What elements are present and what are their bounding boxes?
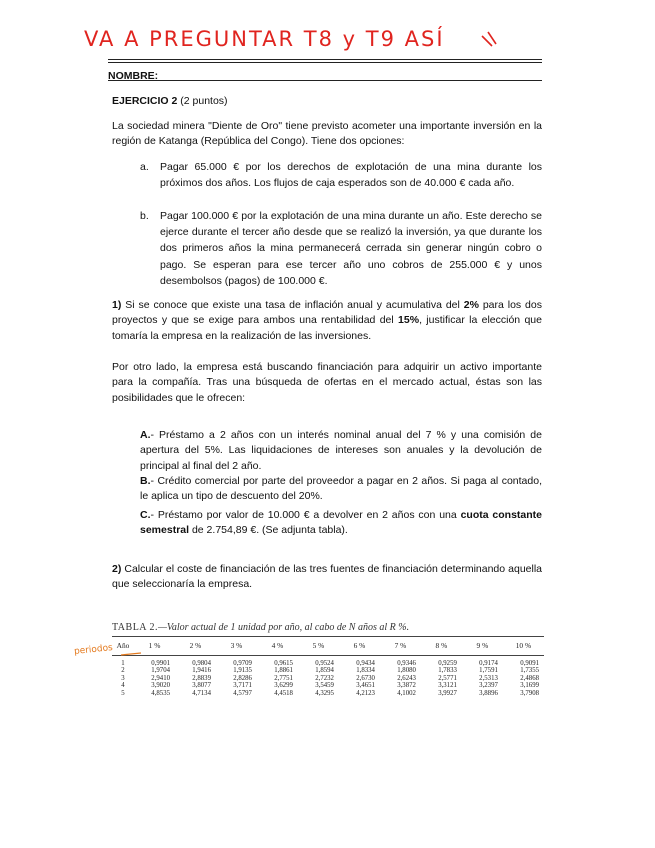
column-header-rate: 1 % — [134, 637, 175, 656]
column-header-rate: 7 % — [380, 637, 421, 656]
exercise-title: EJERCICIO 2 — [112, 95, 178, 107]
exercise-heading — [112, 94, 542, 109]
table-header-row — [112, 637, 544, 656]
table-cell-value: 2,6243 — [397, 674, 416, 682]
table-cell-value: 3,2397 — [479, 682, 498, 690]
financing-a-text: - Préstamo a 2 años con un interés nominal anual del 7 % y una comisión de apertura del 5%. Las liquidaciones de intereses son anuales y la devolución de principal al final del 2 año. — [140, 429, 542, 472]
financing-c-text-after: de 2.754,89 €. (Se adjunta tabla). — [189, 524, 348, 537]
column-header-rate: 5 % — [298, 637, 339, 656]
question-1 — [112, 298, 542, 344]
table-cell-value: 1,9704 — [151, 667, 170, 675]
question-1-rate: 15% — [398, 314, 420, 327]
table-cell-value: 1,9135 — [233, 667, 252, 675]
table-title-prefix: TABLA 2. — [112, 622, 158, 633]
question-2-number: 2) — [112, 563, 122, 575]
table-cell-value: 1,8334 — [356, 667, 375, 675]
table-cell-value: 0,9346 — [397, 660, 416, 667]
column-header-rate: 4 % — [257, 637, 298, 656]
financing-b-text: - Crédito comercial por parte del proveedor a pagar en 2 años. Si paga al contado, le aplica un tipo de descuento del 20%. — [140, 475, 542, 503]
table-row — [112, 656, 544, 668]
table-cell-value: 3,3872 — [397, 682, 416, 690]
table-cell-year: 3 — [121, 674, 125, 682]
strike-mark — [120, 651, 142, 657]
table-cell-value: 3,8896 — [479, 689, 498, 697]
table-cell-value: 1,9416 — [192, 667, 211, 675]
question-1-number: 1) — [112, 299, 122, 311]
financing-option-a — [140, 428, 542, 474]
table-cell-value: 1,8861 — [274, 667, 293, 675]
question-2-text: Calcular el coste de financiación de las tres fuentes de financiación determinando aquella que seleccionaría la empresa. — [112, 563, 542, 591]
question-1-part1: Si se conoce que existe una tasa de inflación anual y acumulativa del — [121, 299, 464, 311]
table-cell-value: 2,7232 — [315, 674, 334, 682]
table-row — [112, 690, 544, 697]
column-header-rate: 8 % — [421, 637, 462, 656]
table-cell-value: 4,3295 — [315, 689, 334, 697]
table-cell-value: 3,4651 — [356, 682, 375, 690]
intro-paragraph: La sociedad minera "Diente de Oro" tiene previsto acometer una importante inversión en la región de Katanga (República del Congo). Tiene dos opciones: — [112, 120, 542, 148]
table-body — [112, 656, 544, 698]
table-cell-value: 1,8080 — [397, 667, 416, 675]
table-cell-value: 2,7751 — [274, 674, 293, 682]
table-cell-value: 1,7591 — [479, 667, 498, 675]
table-cell-value: 2,5313 — [479, 674, 498, 682]
table-cell-value: 4,8535 — [151, 689, 170, 697]
table-cell-year: 5 — [121, 689, 125, 697]
top-rule — [108, 59, 542, 60]
table-row — [112, 675, 544, 682]
financing-c-letter: C. — [140, 509, 151, 521]
table-cell-value: 2,8286 — [233, 674, 252, 682]
table-cell-value: 3,3121 — [438, 682, 457, 690]
table-cell-value: 3,7908 — [520, 689, 539, 697]
table-cell-value: 0,9804 — [192, 660, 211, 667]
column-header-year: Año — [112, 637, 134, 656]
table-cell-value: 0,9259 — [438, 660, 457, 667]
annuity-table-grid — [112, 637, 544, 697]
table-cell-value: 3,5459 — [315, 682, 334, 690]
table-cell-value: 4,7134 — [192, 689, 211, 697]
table-cell-value: 3,1699 — [520, 682, 539, 690]
question-1-part2: para los dos proyectos y que se exige para ambos una rentabilidad del — [112, 299, 542, 327]
table-cell-value: 2,6730 — [356, 674, 375, 682]
option-b — [140, 208, 542, 289]
table-title-rest: —Valor actual de 1 unidad por año, al cabo de N años al R %. — [157, 622, 410, 633]
table-cell-value: 3,9020 — [151, 682, 170, 690]
table-cell-value: 4,2123 — [356, 689, 375, 697]
table-cell-year: 1 — [121, 660, 125, 667]
table-cell-value: 0,9524 — [315, 660, 334, 667]
table-cell-value: 1,7355 — [520, 667, 539, 675]
option-a — [140, 159, 542, 191]
annuity-table — [112, 622, 544, 697]
table-cell-value: 3,6299 — [274, 682, 293, 690]
table-title — [112, 622, 544, 636]
question-1-inflation: 2% — [463, 299, 479, 311]
table-cell-value: 4,5797 — [233, 689, 252, 697]
financing-a-letter: A. — [140, 429, 151, 441]
financing-intro: Por otro lado, la empresa está buscando financiación para adquirir un activo importante para la compañía. Tras una búsqueda de ofertas en el mercado actual, éstas son las posibilidades que le ofrecen: — [112, 361, 542, 404]
option-b-text: Pagar 100.000 € por la explotación de una mina durante un año. Este derecho se ejerce durante el tercer año desde que se realizó la inversión, ya que durante los dos primeros años la mina permanecerá cerrada sin generar ningún cobro o pago. Se esperan para ese tercer año uno cobros de 255.000 € y unos desembolsos (pagos) de 100.000 €. — [160, 210, 542, 287]
table-cell-value: 1,8594 — [315, 667, 334, 675]
financing-b-letter: B. — [140, 475, 151, 487]
table-cell-value: 0,9091 — [520, 660, 539, 667]
table-cell-value: 3,7171 — [233, 682, 252, 690]
handwritten-note — [84, 22, 514, 64]
financing-c-bold: cuota constante semestral — [140, 509, 543, 537]
table-cell-year: 4 — [121, 682, 125, 690]
option-a-text: Pagar 65.000 € por los derechos de explotación de una mina durante los próximos dos años. Los flujos de caja esperados son de 40.000 € cada año. — [160, 161, 542, 190]
table-cell-value: 4,4518 — [274, 689, 293, 697]
table-row — [112, 682, 544, 689]
table-row — [112, 667, 544, 674]
table-cell-value: 3,9927 — [438, 689, 457, 697]
table-cell-value: 0,9174 — [479, 660, 498, 667]
option-a-letter: a. — [140, 161, 149, 173]
name-field-box — [108, 62, 542, 81]
question-1-part3: , justificar la elección que tomaría la empresa en la realización de las inversiones. — [112, 314, 542, 342]
question-2 — [112, 562, 542, 593]
table-cell-value: 4,1002 — [397, 689, 416, 697]
table-cell-value: 2,9410 — [151, 674, 170, 682]
column-header-rate: 6 % — [339, 637, 380, 656]
table-cell-value: 2,5771 — [438, 674, 457, 682]
column-header-rate: 10 % — [503, 637, 544, 656]
column-header-rate: 3 % — [216, 637, 257, 656]
table-cell-value: 0,9901 — [151, 660, 170, 667]
handwritten-flourish — [482, 32, 496, 46]
financing-c-text-before: - Préstamo por valor de 10.000 € a devolver en 2 años con una — [150, 509, 461, 521]
handwritten-note-text: VA A PREGUNTAR T8 y T9 ASÍ — [84, 27, 445, 51]
financing-option-c — [140, 508, 542, 539]
financing-option-b — [140, 474, 542, 505]
column-header-rate: 9 % — [462, 637, 503, 656]
option-b-letter: b. — [140, 210, 149, 222]
handwritten-periodos: periodos — [73, 642, 114, 658]
table-cell-value: 0,9709 — [233, 660, 252, 667]
table-cell-value: 3,8077 — [192, 682, 211, 690]
exercise-points: (2 puntos) — [180, 95, 228, 107]
table-cell-value: 0,9434 — [356, 660, 375, 667]
table-cell-value: 2,4868 — [520, 674, 539, 682]
table-cell-value: 0,9615 — [274, 660, 293, 667]
table-cell-value: 1,7833 — [438, 667, 457, 675]
table-cell-value: 2,8839 — [192, 674, 211, 682]
table-cell-year: 2 — [121, 667, 125, 675]
name-label: NOMBRE: — [108, 70, 159, 82]
column-header-rate: 2 % — [175, 637, 216, 656]
